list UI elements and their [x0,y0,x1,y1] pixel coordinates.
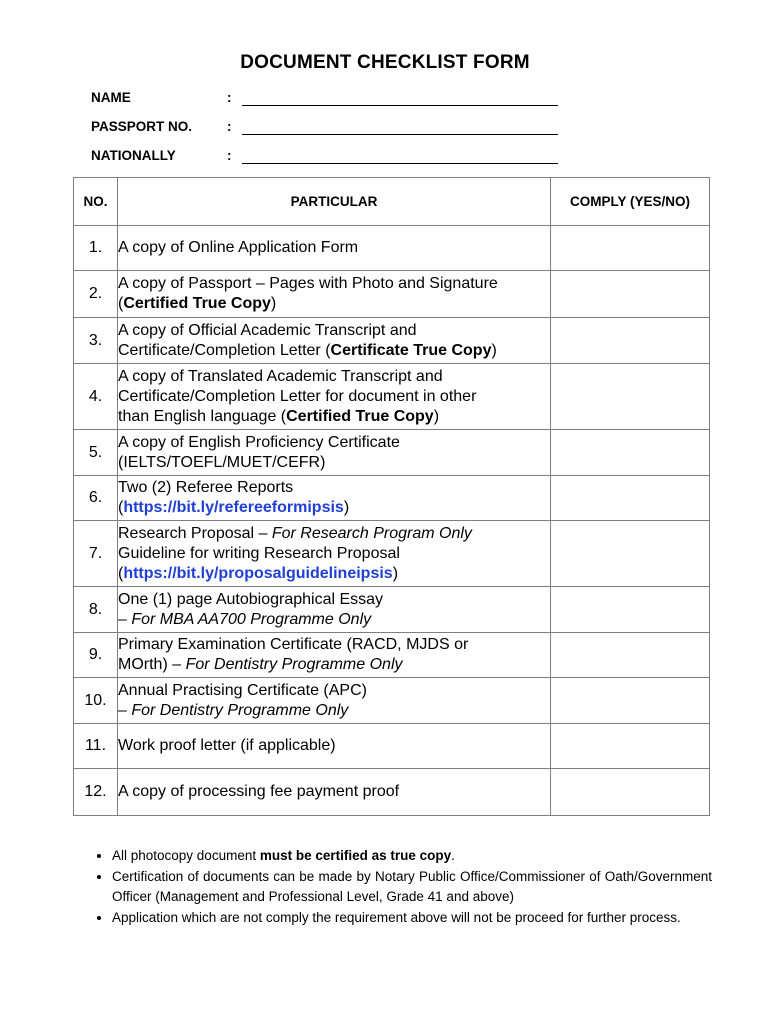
row-number: 9. [74,633,118,678]
header-particular: PARTICULAR [118,178,551,226]
text-segment: ) [343,499,350,516]
comply-cell[interactable] [551,724,710,769]
italic-note: – For MBA AA700 Programme Only [118,610,372,628]
text-segment: A copy of Translated Academic Transcript and [118,367,443,385]
passport-field [91,119,571,139]
row-particular [118,271,551,318]
text-segment: Guideline for writing Research Proposal [118,544,400,562]
url-link[interactable]: https://bit.ly/refereeformipsis [123,499,344,516]
row-number: 7. [74,521,118,587]
comply-cell[interactable] [551,678,710,724]
header-no: NO. [74,178,118,226]
table-row [74,226,710,271]
table-row [74,769,710,816]
row-number: 2. [74,271,118,318]
row-number: 6. [74,476,118,521]
text-segment: Research Proposal – [118,524,272,542]
comply-cell[interactable] [551,633,710,678]
name-label: NAME [91,90,131,105]
table-row [74,430,710,476]
text-segment: Primary Examination Certificate (RACD, MJDS or [118,636,469,653]
text-segment: A copy of Online Application Form [118,239,359,256]
name-field [91,90,571,110]
comply-cell[interactable] [551,318,710,364]
nationality-input-line[interactable] [242,163,558,164]
emphasis-text: Certificate True Copy [330,341,492,359]
passport-colon: : [227,119,232,134]
italic-note: For Research Program Only [271,524,472,542]
table-row [74,724,710,769]
checklist-table [73,177,710,816]
row-particular [118,633,551,678]
nationality-field [91,148,571,168]
nationality-label: NATIONALLY [91,148,176,163]
text-segment: All photocopy document [112,848,260,863]
row-number: 3. [74,318,118,364]
table-row [74,476,710,521]
text-segment: Certificate/Completion Letter ( [118,341,331,359]
passport-input-line[interactable] [242,134,558,135]
row-particular [118,364,551,430]
table-header-row [74,178,710,226]
form-title: DOCUMENT CHECKLIST FORM [240,52,530,73]
comply-cell[interactable] [551,271,710,318]
text-segment: ( [118,295,124,312]
comply-cell[interactable] [551,769,710,816]
emphasis-text: must be certified as true copy [259,848,452,863]
row-particular [118,318,551,364]
comply-cell[interactable] [551,521,710,587]
nationality-colon: : [227,148,232,163]
comply-cell[interactable] [551,476,710,521]
url-link[interactable]: https://bit.ly/proposalguidelineipsis [123,564,393,582]
comply-cell[interactable] [551,587,710,633]
table-row [74,633,710,678]
row-particular [118,678,551,724]
text-segment: ( [118,564,124,582]
text-segment: (IELTS/TOEFL/MUET/CEFR) [118,453,326,471]
comply-cell[interactable] [551,226,710,271]
row-particular [118,587,551,633]
text-segment: ) [270,295,277,312]
row-number: 8. [74,587,118,633]
text-segment: than English language ( [118,407,287,425]
comply-cell[interactable] [551,364,710,430]
row-number: 1. [74,226,118,271]
row-particular [118,521,551,587]
table-row [74,364,710,430]
table-row [74,521,710,587]
text-segment: Certificate/Completion Letter for document in other [118,387,477,405]
text-segment: ) [433,407,440,425]
note-item [112,908,712,929]
text-segment: ( [118,499,124,516]
name-colon: : [227,90,232,105]
text-segment: A copy of English Proficiency Certificate [118,433,400,451]
text-segment: A copy of Official Academic Transcript and [118,321,417,339]
italic-note: – For Dentistry Programme Only [118,701,349,719]
name-input-line[interactable] [242,105,558,106]
row-particular [118,430,551,476]
row-particular [118,226,551,271]
table-row [74,587,710,633]
passport-label: PASSPORT NO. [91,119,193,134]
note-item [112,846,712,867]
row-number: 12. [74,769,118,816]
text-segment: Certification of documents can be made by Notary Public Office/Commissioner of Oath/Government Officer (Management and Professional Level, Grade 41 and above) [112,868,712,904]
text-segment: A copy of processing fee payment proof [118,783,400,800]
row-particular [118,476,551,521]
text-segment: One (1) page Autobiographical Essay [118,590,384,608]
italic-note: For Dentistry Programme Only [185,656,403,673]
row-number: 10. [74,678,118,724]
row-particular [118,724,551,769]
text-segment: ) [392,564,399,582]
table-row [74,271,710,318]
text-segment: Work proof letter (if applicable) [118,737,336,754]
emphasis-text: Certified True Copy [123,295,271,312]
text-segment: Application which are not comply the requirement above will not be proceed for further process. [112,909,681,925]
text-segment: . [451,848,455,863]
header-comply: COMPLY (YES/NO) [551,178,710,226]
notes-list [90,846,712,928]
row-particular [118,769,551,816]
text-segment: Two (2) Referee Reports [118,479,294,496]
note-item [112,867,712,908]
table-row [74,678,710,724]
comply-cell[interactable] [551,430,710,476]
table-row [74,318,710,364]
row-number: 4. [74,364,118,430]
text-segment: Annual Practising Certificate (APC) [118,681,367,699]
text-segment: A copy of Passport – Pages with Photo and Signature [118,275,498,292]
row-number: 5. [74,430,118,476]
text-segment: MOrth) – [118,656,186,673]
text-segment: ) [491,341,497,359]
emphasis-text: Certified True Copy [286,407,434,425]
row-number: 11. [74,724,118,769]
